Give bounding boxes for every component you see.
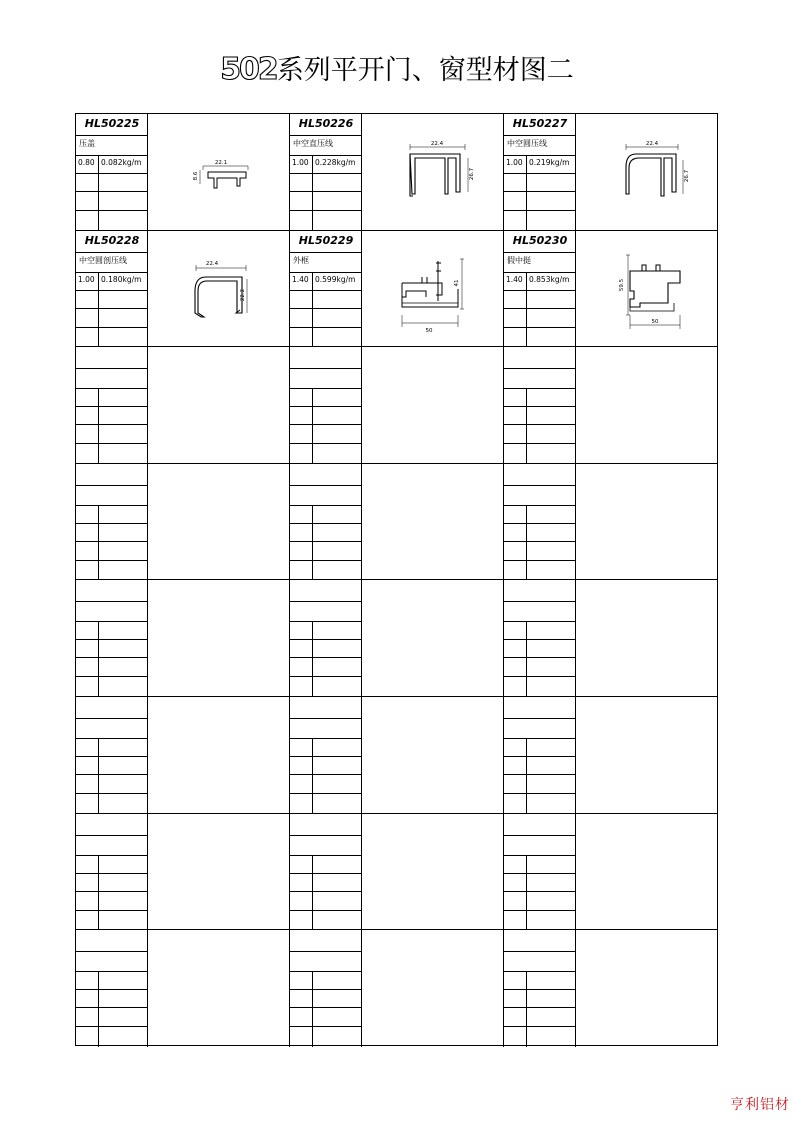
spec-cell [76,114,148,230]
profile-block [76,814,290,931]
profile-drawing [576,114,717,230]
spec-cell [76,814,148,930]
row-divider [504,793,575,794]
row-divider [290,505,361,506]
column-divider [312,621,313,697]
profile-name: 压盖 [79,139,95,148]
wall-thickness: 1.00 [78,274,95,284]
row-divider [290,676,361,677]
dimension-label: 22.1 [214,160,228,166]
row-divider [290,621,361,622]
profile-block [290,697,504,814]
row-divider [290,657,361,658]
row-divider [504,252,575,253]
row-divider [290,368,361,369]
row-divider [76,793,147,794]
spec-cell [290,580,362,696]
row-divider [504,308,575,309]
profile-drawing-cell [576,464,717,580]
profile-table [75,113,718,1046]
column-divider [98,272,99,348]
wall-thickness: 1.40 [292,274,309,284]
wall-thickness: 1.00 [292,158,309,167]
row-divider [290,718,361,719]
profile-drawing [576,231,717,347]
spec-cell [76,580,148,696]
spec-cell [290,464,362,580]
profile-block [504,231,717,348]
profile-block [290,231,504,348]
profile-code: HL50227 [512,117,568,130]
row-divider [504,210,575,211]
dimension-label: 8.6 [193,171,199,181]
row-divider [504,971,575,972]
profile-outline [626,255,630,315]
row-divider [504,657,575,658]
series-number: 502 [220,52,277,87]
row-divider [76,424,147,425]
profile-drawing-cell [148,814,290,930]
dimension-label: 22.2 [240,288,246,301]
row-divider [504,290,575,291]
profile-block [76,464,290,581]
profile-name: 中空圆压线 [507,139,547,148]
profile-drawing-cell [576,814,717,930]
profile-block [76,697,290,814]
row-divider [76,308,147,309]
row-divider [76,774,147,775]
profile-drawing-cell [362,814,504,930]
row-divider [504,560,575,561]
row-divider [76,756,147,757]
row-divider [504,718,575,719]
profile-block [290,814,504,931]
row-divider [290,639,361,640]
row-divider [290,891,361,892]
row-divider [76,135,147,136]
row-divider [76,891,147,892]
row-divider [290,485,361,486]
row-divider [76,505,147,506]
row-divider [76,252,147,253]
row-divider [504,676,575,677]
profile-drawing [148,114,289,230]
profile-code: HL50225 [84,117,140,130]
column-divider [98,388,99,464]
row-divider [290,793,361,794]
row-divider [290,173,361,174]
row-divider [290,560,361,561]
unit-weight: 0.853kg/m [529,274,570,284]
spec-cell [504,930,576,1047]
row-divider [290,541,361,542]
column-divider [526,505,527,581]
profile-code: HL50229 [298,233,354,247]
profile-outline [630,271,680,307]
spec-cell [290,697,362,813]
row-divider [290,1007,361,1008]
row-divider [290,135,361,136]
row-divider [76,1026,147,1027]
profile-drawing-cell [576,697,717,813]
profile-drawing-cell [576,114,717,230]
profile-block [290,580,504,697]
dimension-label: 22.4 [430,141,444,147]
column-divider [526,855,527,931]
row-divider [290,272,361,273]
column-divider [312,855,313,931]
column-divider [526,388,527,464]
row-divider [76,155,147,156]
column-divider [312,505,313,581]
profile-block [76,114,290,231]
row-divider [290,155,361,156]
wall-thickness: 1.40 [506,274,523,284]
column-divider [312,388,313,464]
row-divider [504,639,575,640]
row-divider [76,541,147,542]
spec-cell [504,231,576,347]
column-divider [98,738,99,814]
dimension-label: 26.7 [684,169,690,183]
row-divider [290,738,361,739]
row-divider [76,523,147,524]
row-divider [290,855,361,856]
profile-drawing-cell [576,580,717,696]
row-divider [76,738,147,739]
profile-block [290,347,504,464]
row-divider [290,424,361,425]
row-divider [76,835,147,836]
row-divider [290,971,361,972]
profile-name: 中空圆剖压线 [79,255,127,265]
row-divider [76,873,147,874]
spec-cell [290,231,362,347]
profile-code: HL50226 [298,117,354,130]
row-divider [290,210,361,211]
profile-drawing-cell [362,464,504,580]
column-divider [98,155,99,231]
profile-block [76,347,290,464]
row-divider [290,252,361,253]
profile-name: 假中挺 [507,255,531,265]
column-divider [526,971,527,1047]
row-divider [504,989,575,990]
row-divider [76,951,147,952]
row-divider [504,601,575,602]
profile-drawing-cell [576,347,717,463]
spec-cell [504,814,576,930]
profile-name: 中空直压线 [293,139,333,148]
profile-drawing-cell [362,930,504,1047]
row-divider [290,388,361,389]
row-divider [504,541,575,542]
row-divider [504,910,575,911]
column-divider [98,621,99,697]
row-divider [76,910,147,911]
profile-code: HL50228 [84,233,140,247]
row-divider [290,756,361,757]
dimension-label: 26.7 [469,167,475,181]
profile-drawing-cell [576,930,717,1047]
profile-block [504,697,717,814]
row-divider [504,443,575,444]
profile-drawing-cell [362,114,504,230]
column-divider [312,738,313,814]
spec-cell [290,930,362,1047]
row-divider [290,406,361,407]
profile-outline [402,315,458,327]
row-divider [76,989,147,990]
row-divider [76,327,147,328]
profile-block [504,580,717,697]
row-divider [290,910,361,911]
row-divider [504,272,575,273]
row-divider [290,835,361,836]
spec-cell [290,814,362,930]
row-divider [290,290,361,291]
profile-drawing-cell [148,231,290,347]
spec-cell [76,464,148,580]
row-divider [76,173,147,174]
row-divider [504,505,575,506]
row-divider [504,873,575,874]
row-divider [290,308,361,309]
row-divider [290,951,361,952]
row-divider [504,738,575,739]
profile-block [504,930,717,1047]
profile-drawing-cell [148,697,290,813]
profile-block [504,347,717,464]
profile-block [290,464,504,581]
dimension-label: 22.4 [205,260,219,267]
column-divider [526,621,527,697]
row-divider [504,368,575,369]
row-divider [76,657,147,658]
row-divider [76,1007,147,1008]
profile-outline [422,277,427,283]
profile-drawing [148,231,289,347]
row-divider [76,621,147,622]
row-divider [504,621,575,622]
row-divider [290,191,361,192]
dimension-label: 59.5 [619,278,625,291]
row-divider [290,443,361,444]
unit-weight: 0.219kg/m [529,158,570,167]
spec-cell [504,114,576,230]
dimension-label: 50 [425,327,433,334]
row-divider [504,951,575,952]
profile-drawing-cell [148,464,290,580]
profile-outline [195,277,242,317]
row-divider [76,388,147,389]
row-divider [504,327,575,328]
column-divider [312,971,313,1047]
row-divider [76,368,147,369]
profile-outline [208,172,246,188]
spec-cell [290,347,362,463]
row-divider [504,523,575,524]
row-divider [504,191,575,192]
row-divider [76,855,147,856]
row-divider [504,388,575,389]
spec-cell [76,347,148,463]
profile-outline [410,154,460,196]
row-divider [76,639,147,640]
column-divider [526,155,527,231]
profile-drawing-cell [148,347,290,463]
column-divider [526,738,527,814]
profile-outline [196,265,246,271]
profile-drawing-cell [148,114,290,230]
dimension-label: 50 [651,318,659,325]
profile-outline [460,259,464,309]
row-divider [290,873,361,874]
profile-drawing [362,114,503,230]
profile-outline [642,265,660,271]
row-divider [76,601,147,602]
profile-block [76,930,290,1047]
row-divider [504,485,575,486]
spec-cell [504,697,576,813]
profile-block [504,464,717,581]
row-divider [504,835,575,836]
row-divider [76,191,147,192]
column-divider [526,272,527,348]
row-divider [504,155,575,156]
brand-watermark: 亨利铝材 [730,1097,790,1113]
row-divider [76,560,147,561]
profile-block [76,580,290,697]
column-divider [312,155,313,231]
row-divider [76,290,147,291]
row-divider [504,406,575,407]
profile-block [504,114,717,231]
profile-block [76,231,290,348]
profile-drawing-cell [148,930,290,1047]
unit-weight: 0.228kg/m [315,158,356,167]
row-divider [504,424,575,425]
row-divider [76,718,147,719]
row-divider [290,774,361,775]
row-divider [504,173,575,174]
spec-cell [504,580,576,696]
spec-cell [504,464,576,580]
row-divider [504,135,575,136]
profile-drawing [362,231,503,347]
row-divider [76,210,147,211]
row-divider [504,1026,575,1027]
row-divider [76,443,147,444]
profile-block [290,930,504,1047]
profile-drawing-cell [362,347,504,463]
row-divider [504,774,575,775]
row-divider [504,891,575,892]
row-divider [76,485,147,486]
row-divider [76,406,147,407]
column-divider [98,505,99,581]
dimension-label: 22.4 [645,141,659,147]
column-divider [98,971,99,1047]
profile-drawing-cell [362,580,504,696]
row-divider [76,971,147,972]
wall-thickness: 1.00 [506,158,523,167]
spec-cell [76,231,148,347]
profile-outline [203,166,248,170]
unit-weight: 0.180kg/m [101,274,142,284]
wall-thickness: 0.80 [78,158,95,167]
spec-cell [504,347,576,463]
row-divider [504,855,575,856]
profile-block [290,114,504,231]
unit-weight: 0.599kg/m [315,274,356,284]
row-divider [504,1007,575,1008]
profile-drawing-cell [362,231,504,347]
profile-drawing-cell [148,580,290,696]
spec-cell [76,697,148,813]
row-divider [76,272,147,273]
page-title [0,50,794,91]
row-divider [290,989,361,990]
row-divider [290,327,361,328]
row-divider [290,523,361,524]
column-divider [312,272,313,348]
profile-name: 外框 [293,255,309,265]
row-divider [290,1026,361,1027]
profile-code: HL50230 [512,233,568,247]
spec-cell [290,114,362,230]
row-divider [290,601,361,602]
column-divider [98,855,99,931]
profile-drawing-cell [362,697,504,813]
dimension-label: 41 [454,279,460,287]
profile-outline [626,154,676,196]
row-divider [504,756,575,757]
profile-block [504,814,717,931]
spec-cell [76,930,148,1047]
title-text: 系列平开门、窗型材图二 [276,55,574,86]
profile-drawing-cell [576,231,717,347]
unit-weight: 0.082kg/m [101,158,142,167]
row-divider [76,676,147,677]
